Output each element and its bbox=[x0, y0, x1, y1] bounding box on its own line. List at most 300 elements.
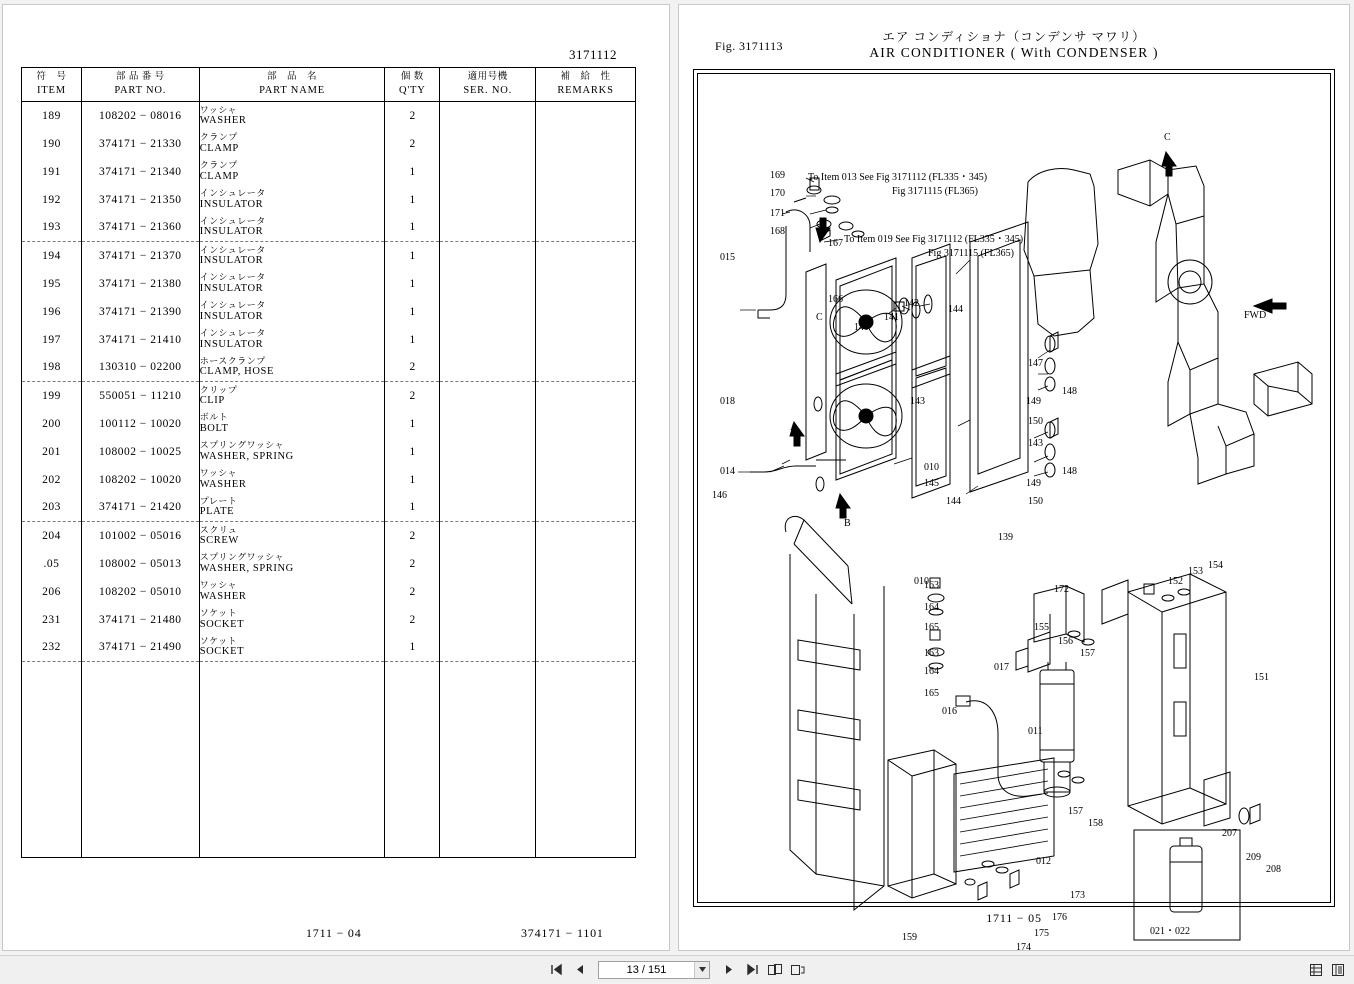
view-mode-group bbox=[1308, 956, 1346, 984]
col-ser-no-en: SER. NO. bbox=[463, 84, 513, 96]
svg-text:149: 149 bbox=[1026, 478, 1041, 489]
svg-text:147: 147 bbox=[1028, 358, 1043, 369]
cell-qty: 2 bbox=[385, 102, 440, 130]
svg-text:142: 142 bbox=[904, 298, 919, 309]
cell-qty: 2 bbox=[385, 130, 440, 158]
cell-remarks bbox=[536, 522, 636, 550]
prev-page-icon[interactable] bbox=[571, 961, 587, 979]
cell-item: 193 bbox=[22, 214, 82, 242]
svg-text:151: 151 bbox=[1254, 672, 1269, 683]
cell-item: .05 bbox=[22, 550, 82, 578]
table-row bbox=[22, 606, 636, 634]
cell-ser-no bbox=[440, 354, 536, 382]
cell-part-name-en: INSULATOR bbox=[199, 338, 264, 350]
cell-part-name bbox=[199, 298, 385, 326]
cell-qty bbox=[385, 718, 440, 746]
cell-qty: 1 bbox=[385, 494, 440, 522]
svg-text:017: 017 bbox=[994, 662, 1009, 673]
cell-qty: 1 bbox=[385, 186, 440, 214]
table-row bbox=[22, 242, 636, 270]
cell-part-no: 108202 − 05010 bbox=[81, 578, 199, 606]
cell-remarks bbox=[536, 690, 636, 718]
first-page-icon[interactable] bbox=[548, 961, 564, 979]
page-nav-group bbox=[548, 961, 806, 979]
cell-part-name-jp: クランプ bbox=[199, 132, 238, 143]
cell-remarks bbox=[536, 466, 636, 494]
cell-item: 190 bbox=[22, 130, 82, 158]
cell-part-no: 100112 − 10020 bbox=[81, 410, 199, 438]
table-row bbox=[22, 690, 636, 718]
cell-item bbox=[22, 830, 82, 858]
cell-qty bbox=[385, 690, 440, 718]
cell-qty: 1 bbox=[385, 158, 440, 186]
svg-text:164: 164 bbox=[924, 602, 939, 613]
zoom-page-icon[interactable] bbox=[790, 961, 806, 979]
col-qty-en: Q'TY bbox=[398, 84, 426, 96]
cell-part-name bbox=[199, 242, 385, 270]
cell-part-name-jp: ホースクランプ bbox=[199, 356, 266, 367]
cell-item: 196 bbox=[22, 298, 82, 326]
cell-qty: 2 bbox=[385, 606, 440, 634]
right-page-footer: 1711 − 05 bbox=[986, 911, 1042, 925]
svg-text:152: 152 bbox=[1168, 576, 1183, 587]
cell-part-no: 130310 − 02200 bbox=[81, 354, 199, 382]
cell-ser-no bbox=[440, 662, 536, 690]
col-ser-no-jp: 適用号機 bbox=[467, 72, 508, 82]
cell-part-name bbox=[199, 550, 385, 578]
cell-part-no: 374171 − 21410 bbox=[81, 326, 199, 354]
cell-part-name bbox=[199, 494, 385, 522]
cell-ser-no bbox=[440, 270, 536, 298]
thumbnails-icon[interactable] bbox=[1308, 961, 1324, 979]
cell-part-name-en: BOLT bbox=[199, 422, 229, 434]
cell-remarks bbox=[536, 438, 636, 466]
svg-text:208: 208 bbox=[1266, 864, 1281, 875]
cell-part-name-jp: ワッシャ bbox=[199, 468, 238, 479]
cell-qty: 2 bbox=[385, 522, 440, 550]
cell-remarks bbox=[536, 578, 636, 606]
svg-text:148: 148 bbox=[1062, 466, 1077, 477]
cell-item: 195 bbox=[22, 270, 82, 298]
cell-part-no: 374171 − 21360 bbox=[81, 214, 199, 242]
cell-part-name-jp: スプリングワッシャ bbox=[199, 552, 285, 563]
note1-line2: Fig 3171115 (FL365) bbox=[892, 186, 978, 197]
fit-page-icon[interactable] bbox=[767, 961, 783, 979]
cell-item: 206 bbox=[22, 578, 82, 606]
svg-text:171: 171 bbox=[770, 208, 785, 219]
col-remarks-en: REMARKS bbox=[557, 84, 614, 96]
cell-item bbox=[22, 802, 82, 830]
cell-ser-no bbox=[440, 494, 536, 522]
table-row bbox=[22, 466, 636, 494]
cell-part-name bbox=[199, 662, 385, 690]
cell-part-name-en: INSULATOR bbox=[199, 226, 264, 238]
cell-part-no: 374171 − 21350 bbox=[81, 186, 199, 214]
svg-text:139: 139 bbox=[998, 532, 1013, 543]
svg-text:145: 145 bbox=[924, 478, 939, 489]
cell-part-name bbox=[199, 158, 385, 186]
table-row bbox=[22, 326, 636, 354]
svg-text:157: 157 bbox=[1080, 648, 1095, 659]
table-row bbox=[22, 774, 636, 802]
svg-text:169: 169 bbox=[770, 170, 785, 181]
cell-part-name-en: INSULATOR bbox=[199, 254, 264, 266]
cell-part-name-jp: スクリュ bbox=[199, 524, 238, 535]
svg-text:170: 170 bbox=[770, 188, 785, 199]
document-code: 3171112 bbox=[568, 47, 617, 62]
svg-text:144: 144 bbox=[948, 304, 963, 315]
cell-item: 200 bbox=[22, 410, 82, 438]
svg-text:159: 159 bbox=[902, 932, 917, 943]
cell-part-no bbox=[81, 830, 199, 858]
cell-part-name-en: INSULATOR bbox=[199, 198, 264, 210]
cell-part-name-jp: ソケット bbox=[199, 636, 238, 647]
svg-text:011: 011 bbox=[1028, 726, 1043, 737]
svg-text:154: 154 bbox=[1208, 560, 1223, 571]
svg-text:150: 150 bbox=[1028, 416, 1043, 427]
cell-item bbox=[22, 774, 82, 802]
cell-remarks bbox=[536, 242, 636, 270]
cell-part-no: 550051 − 11210 bbox=[81, 382, 199, 410]
cell-ser-no bbox=[440, 774, 536, 802]
figure-label: Fig. 3171113 bbox=[715, 39, 783, 53]
cell-part-name-jp: インシュレータ bbox=[199, 272, 266, 283]
svg-text:018: 018 bbox=[720, 396, 735, 407]
cell-item: 194 bbox=[22, 242, 82, 270]
note1-line1: To Item 013 See Fig 3171112 (FL335・345) bbox=[808, 172, 988, 183]
cell-part-name-en: WASHER bbox=[199, 590, 247, 602]
cell-part-name bbox=[199, 130, 385, 158]
svg-text:144: 144 bbox=[946, 496, 961, 507]
cell-part-name bbox=[199, 382, 385, 410]
table-row bbox=[22, 830, 636, 858]
cell-qty: 2 bbox=[385, 354, 440, 382]
cell-part-name-jp: ワッシャ bbox=[199, 104, 238, 115]
cell-item: 199 bbox=[22, 382, 82, 410]
cell-part-name-en: INSULATOR bbox=[199, 310, 264, 322]
cell-ser-no bbox=[440, 746, 536, 774]
note2-line2: Fig 3171115 (FL365) bbox=[928, 248, 1014, 259]
parts-table bbox=[21, 67, 636, 858]
cell-part-name bbox=[199, 718, 385, 746]
svg-text:149: 149 bbox=[1026, 396, 1041, 407]
table-row bbox=[22, 270, 636, 298]
cell-part-no: 108002 − 10025 bbox=[81, 438, 199, 466]
cell-part-name-jp: クランプ bbox=[199, 160, 238, 171]
right-page[interactable] bbox=[678, 4, 1350, 951]
cell-part-name-jp: インシュレータ bbox=[199, 328, 266, 339]
cell-part-no: 374171 − 21420 bbox=[81, 494, 199, 522]
col-part-name bbox=[199, 68, 385, 102]
cell-part-name-jp: インシュレータ bbox=[199, 300, 266, 311]
svg-text:015: 015 bbox=[720, 252, 735, 263]
cell-remarks bbox=[536, 270, 636, 298]
svg-text:207: 207 bbox=[1222, 828, 1237, 839]
svg-text:012: 012 bbox=[1036, 856, 1051, 867]
table-row bbox=[22, 158, 636, 186]
cell-ser-no bbox=[440, 634, 536, 662]
cell-part-no bbox=[81, 746, 199, 774]
cell-item: 203 bbox=[22, 494, 82, 522]
cell-part-name-en: SOCKET bbox=[199, 646, 245, 658]
col-item-jp: 符 号 bbox=[36, 72, 67, 82]
cell-item bbox=[22, 662, 82, 690]
svg-text:C: C bbox=[1164, 132, 1171, 143]
table-row bbox=[22, 578, 636, 606]
cell-remarks bbox=[536, 102, 636, 130]
cell-part-name-en: CLAMP bbox=[199, 142, 239, 154]
cell-part-name-en: SOCKET bbox=[199, 618, 245, 630]
cell-part-name bbox=[199, 746, 385, 774]
cell-part-no: 101002 − 05016 bbox=[81, 522, 199, 550]
cell-part-no bbox=[81, 718, 199, 746]
table-row bbox=[22, 550, 636, 578]
svg-text:176: 176 bbox=[1052, 912, 1067, 923]
cell-qty: 1 bbox=[385, 214, 440, 242]
cell-part-name bbox=[199, 354, 385, 382]
cell-remarks bbox=[536, 158, 636, 186]
cell-part-name-jp: ワッシャ bbox=[199, 580, 238, 591]
svg-text:163: 163 bbox=[924, 648, 939, 659]
cell-part-name bbox=[199, 774, 385, 802]
cell-ser-no bbox=[440, 130, 536, 158]
col-qty-jp: 個 数 bbox=[400, 72, 424, 82]
figure-title-en: AIR CONDITIONER ( With CONDENSER ) bbox=[869, 45, 1159, 60]
cell-qty: 1 bbox=[385, 410, 440, 438]
left-page[interactable] bbox=[2, 4, 670, 951]
table-row bbox=[22, 186, 636, 214]
cell-ser-no bbox=[440, 578, 536, 606]
cell-remarks bbox=[536, 802, 636, 830]
cell-ser-no bbox=[440, 438, 536, 466]
cell-part-name-en: WASHER bbox=[199, 478, 247, 490]
cell-ser-no bbox=[440, 158, 536, 186]
svg-text:143: 143 bbox=[1028, 438, 1043, 449]
col-part-name-en: PART NAME bbox=[259, 84, 325, 96]
cell-remarks bbox=[536, 130, 636, 158]
svg-text:FWD: FWD bbox=[1244, 310, 1267, 321]
cell-part-name bbox=[199, 438, 385, 466]
cell-ser-no bbox=[440, 298, 536, 326]
cell-part-name-jp: インシュレータ bbox=[199, 188, 266, 199]
cell-item: 198 bbox=[22, 354, 82, 382]
table-row bbox=[22, 522, 636, 550]
col-item bbox=[22, 68, 82, 102]
cell-part-no: 374171 − 21370 bbox=[81, 242, 199, 270]
table-row bbox=[22, 354, 636, 382]
cell-remarks bbox=[536, 662, 636, 690]
cell-qty bbox=[385, 746, 440, 774]
cell-qty bbox=[385, 774, 440, 802]
cell-part-name bbox=[199, 326, 385, 354]
cell-part-name bbox=[199, 578, 385, 606]
cell-part-name-en: CLAMP bbox=[199, 170, 239, 182]
svg-text:168: 168 bbox=[770, 226, 785, 237]
cell-remarks bbox=[536, 830, 636, 858]
table-row bbox=[22, 382, 636, 410]
col-part-name-jp: 部 品 名 bbox=[267, 72, 318, 82]
cell-part-name bbox=[199, 270, 385, 298]
table-row bbox=[22, 410, 636, 438]
cell-qty: 1 bbox=[385, 438, 440, 466]
cell-remarks bbox=[536, 606, 636, 634]
cell-remarks bbox=[536, 382, 636, 410]
cell-part-name-jp: インシュレータ bbox=[199, 244, 266, 255]
cell-qty: 1 bbox=[385, 466, 440, 494]
col-part-no-en: PART NO. bbox=[114, 84, 167, 96]
cell-part-name bbox=[199, 830, 385, 858]
cell-ser-no bbox=[440, 606, 536, 634]
cell-part-name bbox=[199, 466, 385, 494]
col-item-en: ITEM bbox=[37, 84, 66, 96]
cell-part-name-en: SCREW bbox=[199, 534, 239, 546]
cell-item: 231 bbox=[22, 606, 82, 634]
svg-text:175: 175 bbox=[1034, 928, 1049, 939]
cell-part-no: 374171 − 21490 bbox=[81, 634, 199, 662]
cell-remarks bbox=[536, 410, 636, 438]
cell-part-name-jp: インシュレータ bbox=[199, 216, 266, 227]
table-row bbox=[22, 130, 636, 158]
cell-ser-no bbox=[440, 102, 536, 130]
cell-part-no bbox=[81, 690, 199, 718]
cell-ser-no bbox=[440, 214, 536, 242]
cell-part-name-jp: スプリングワッシャ bbox=[199, 440, 285, 451]
cell-remarks bbox=[536, 214, 636, 242]
cell-remarks bbox=[536, 718, 636, 746]
cell-ser-no bbox=[440, 326, 536, 354]
svg-text:158: 158 bbox=[1088, 818, 1103, 829]
cell-item bbox=[22, 718, 82, 746]
cell-part-name bbox=[199, 690, 385, 718]
cell-part-name-en: WASHER, SPRING bbox=[199, 450, 294, 462]
svg-text:141: 141 bbox=[884, 312, 899, 323]
cell-qty: 1 bbox=[385, 326, 440, 354]
figure-header bbox=[693, 27, 1335, 67]
parts-table-body bbox=[22, 102, 636, 858]
cell-ser-no bbox=[440, 186, 536, 214]
cell-qty: 1 bbox=[385, 298, 440, 326]
note2-line1: To Item 019 See Fig 3171112 (FL335・345) bbox=[844, 234, 1024, 245]
cell-item: 201 bbox=[22, 438, 82, 466]
cell-qty: 1 bbox=[385, 242, 440, 270]
col-part-no bbox=[81, 68, 199, 102]
cell-part-name-jp: ソケット bbox=[199, 608, 238, 619]
cell-part-name bbox=[199, 102, 385, 130]
inset-label: 021・022 bbox=[1150, 926, 1190, 937]
cell-part-name-en: PLATE bbox=[199, 506, 235, 518]
cell-part-no bbox=[81, 802, 199, 830]
cell-ser-no bbox=[440, 830, 536, 858]
table-row bbox=[22, 718, 636, 746]
page-number-value: 13 / 151 bbox=[626, 963, 667, 976]
cell-part-name-jp: クリップ bbox=[199, 384, 238, 395]
cell-part-name-en: WASHER, SPRING bbox=[199, 562, 294, 574]
cell-part-name bbox=[199, 410, 385, 438]
cell-remarks bbox=[536, 550, 636, 578]
svg-text:148: 148 bbox=[1062, 386, 1077, 397]
cell-remarks bbox=[536, 494, 636, 522]
cell-part-no: 374171 − 21480 bbox=[81, 606, 199, 634]
cell-part-no: 374171 − 21380 bbox=[81, 270, 199, 298]
cell-part-no: 108002 − 05013 bbox=[81, 550, 199, 578]
cell-remarks bbox=[536, 354, 636, 382]
left-footer-doc: 374171 − 1101 bbox=[521, 926, 604, 940]
cell-item: 204 bbox=[22, 522, 82, 550]
cell-item bbox=[22, 690, 82, 718]
table-row bbox=[22, 438, 636, 466]
chevron-down-icon[interactable] bbox=[694, 962, 709, 978]
cell-part-name-jp: ボルト bbox=[199, 412, 229, 423]
cell-remarks bbox=[536, 746, 636, 774]
svg-text:163: 163 bbox=[924, 580, 939, 591]
svg-text:156: 156 bbox=[1058, 636, 1073, 647]
cell-part-name-jp: プレート bbox=[199, 496, 238, 507]
cell-part-name bbox=[199, 186, 385, 214]
cell-part-name-en: CLIP bbox=[199, 394, 225, 406]
table-row bbox=[22, 214, 636, 242]
svg-text:B: B bbox=[844, 518, 851, 529]
page-number-input[interactable] bbox=[598, 961, 710, 979]
cell-part-no: 374171 − 21340 bbox=[81, 158, 199, 186]
cell-part-no: 374171 − 21390 bbox=[81, 298, 199, 326]
cell-qty: 2 bbox=[385, 550, 440, 578]
svg-text:155: 155 bbox=[1034, 622, 1049, 633]
svg-text:010: 010 bbox=[914, 576, 929, 587]
cell-part-no bbox=[81, 662, 199, 690]
svg-text:C: C bbox=[816, 312, 823, 323]
cell-ser-no bbox=[440, 382, 536, 410]
cell-remarks bbox=[536, 186, 636, 214]
col-remarks bbox=[536, 68, 636, 102]
cell-qty: 2 bbox=[385, 382, 440, 410]
svg-text:174: 174 bbox=[1016, 942, 1031, 953]
next-page-icon[interactable] bbox=[721, 961, 737, 979]
last-page-icon[interactable] bbox=[744, 961, 760, 979]
cell-qty bbox=[385, 662, 440, 690]
col-remarks-jp: 補 給 性 bbox=[560, 72, 611, 82]
cell-qty: 1 bbox=[385, 270, 440, 298]
cell-part-name-en: INSULATOR bbox=[199, 282, 264, 294]
cell-part-name bbox=[199, 214, 385, 242]
table-row bbox=[22, 634, 636, 662]
figure-title-jp: エア コンディショナ（コンデンサ マワリ） bbox=[882, 30, 1146, 44]
col-ser-no bbox=[440, 68, 536, 102]
svg-text:167: 167 bbox=[828, 238, 843, 249]
svg-text:146: 146 bbox=[712, 490, 727, 501]
table-row bbox=[22, 746, 636, 774]
cell-part-name-en: CLAMP, HOSE bbox=[199, 366, 274, 378]
cell-qty bbox=[385, 802, 440, 830]
cell-item: 191 bbox=[22, 158, 82, 186]
cell-item: 192 bbox=[22, 186, 82, 214]
col-qty bbox=[385, 68, 440, 102]
cell-part-name bbox=[199, 606, 385, 634]
cell-qty bbox=[385, 830, 440, 858]
cell-ser-no bbox=[440, 242, 536, 270]
svg-text:143: 143 bbox=[910, 396, 925, 407]
cell-part-no: 108202 − 08016 bbox=[81, 102, 199, 130]
cell-item: 189 bbox=[22, 102, 82, 130]
cell-part-no: 374171 − 21330 bbox=[81, 130, 199, 158]
page-layout-icon[interactable] bbox=[1330, 961, 1346, 979]
cell-item: 232 bbox=[22, 634, 82, 662]
table-row bbox=[22, 662, 636, 690]
svg-text:164: 164 bbox=[924, 666, 939, 677]
cell-ser-no bbox=[440, 466, 536, 494]
cell-item bbox=[22, 746, 82, 774]
cell-remarks bbox=[536, 634, 636, 662]
svg-text:157: 157 bbox=[1068, 806, 1083, 817]
